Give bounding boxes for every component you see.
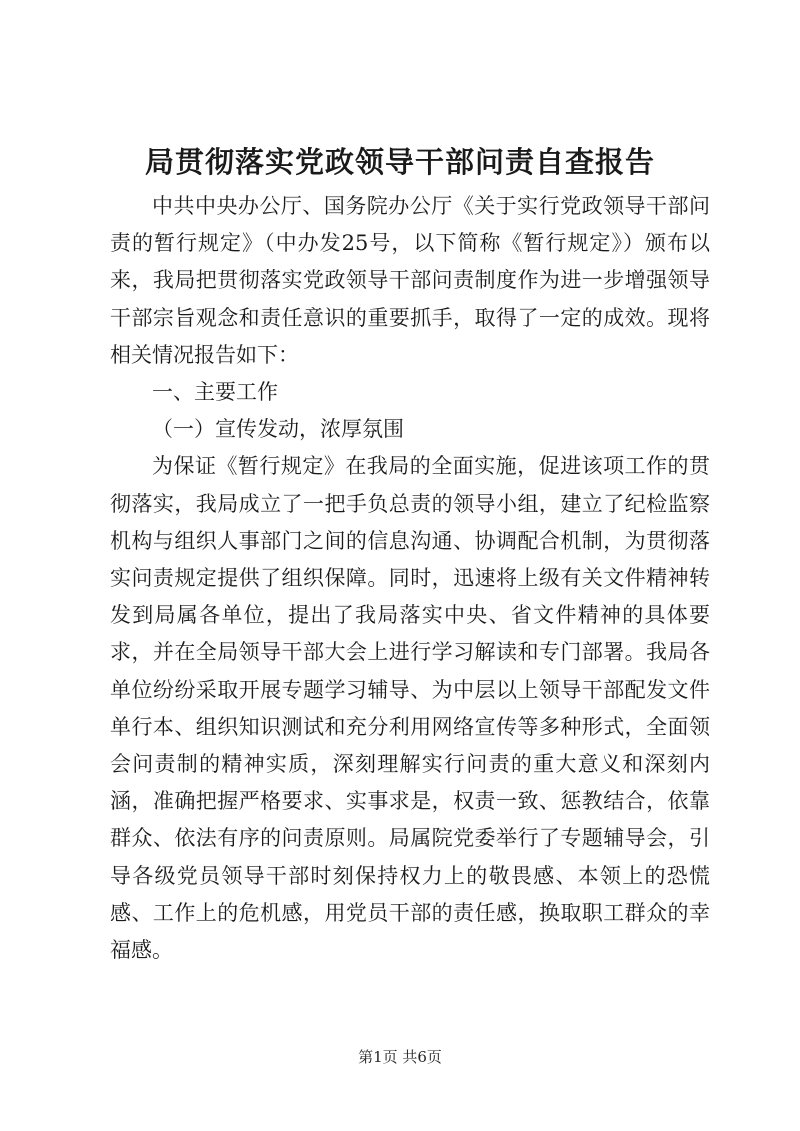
subsection-heading: （一）宣传发动，浓厚氛围 <box>152 417 404 442</box>
page-number: 第1页 共6页 <box>358 1048 442 1066</box>
intro-paragraph: 中共中央办公厅、国务院办公厅《关于实行党政领导干部问责的暂行规定》（中办发25号，以下简称《暂行规定》）颁布以来，我局把贯彻落实党政领导干部问责制度作为进一步增强领导干部宗旨观念和责任意识的重要抓手，取得了一定的成效。现将相关情况报告如下： <box>110 194 710 367</box>
body-paragraph: 为保证《暂行规定》在我局的全面实施，促进该项工作的贯彻落实，我局成立了一把手负总责的领导小组，建立了纪检监察机构与组织人事部门之间的信息沟通、协调配合机制，为贯彻落实问责规定提供了组织保障。同时，迅速将上级有关文件精神转发到局属各单位，提出了我局落实中央、省文件精神的具体要求，并在全局领导干部大会上进行学习解读和专门部署。我局各单位纷纷采取开展专题学习辅导、为中层以上领导干部配发文件单行本、组织知识测试和充分利用网络宣传等多种形式，全面领会问责制的精神实质，深刻理解实行问责的重大意义和深刻内涵，准确把握严格要求、实事求是，权责一致、惩教结合，依靠群众、依法有序的问责原则。局属院党委举行了专题辅导会，引导各级党员领导干部时刻保持权力上的敬畏感、本领上的恐慌感、工作上的危机感，用党员干部的责任感，换取职工群众的幸福感。 <box>110 454 710 963</box>
section-heading: 一、主要工作 <box>152 380 278 405</box>
document-body <box>110 188 710 969</box>
page-title: 局贯彻落实党政领导干部问责自查报告 <box>144 145 655 179</box>
